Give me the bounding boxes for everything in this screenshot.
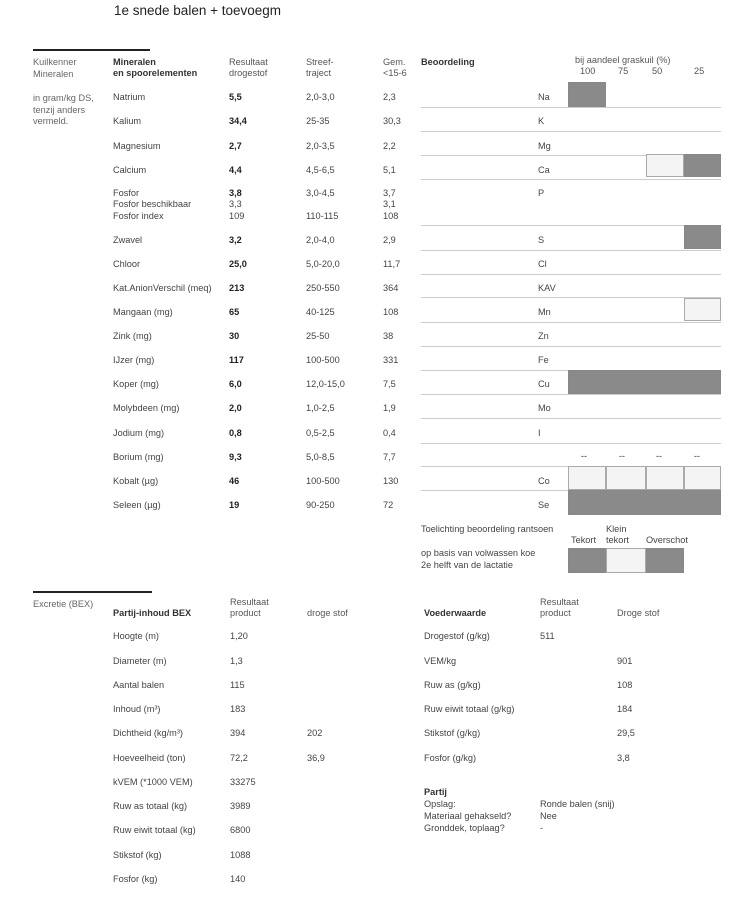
- excretion-product: 394: [230, 728, 246, 738]
- mineral-name: IJzer (mg): [113, 355, 155, 365]
- mineral-name: Kalium: [113, 116, 142, 126]
- batch-label: Opslag:: [424, 799, 456, 809]
- mineral-result: 19: [229, 500, 240, 510]
- feed-dry: 3,8: [617, 753, 630, 763]
- excretion-product: 115: [230, 680, 245, 690]
- legend-surplus: Overschot: [646, 535, 688, 545]
- mineral-name: Borium (mg): [113, 452, 164, 462]
- mineral-target: 5,0-20,0: [306, 259, 340, 269]
- excretion-product: 3989: [230, 801, 251, 811]
- mineral-name: Chloor: [113, 259, 141, 269]
- mineral-result: 9,3: [229, 452, 242, 462]
- row-divider: [421, 322, 721, 323]
- mineral-target: 2,0-3,0: [306, 92, 335, 102]
- mineral-average: 7,7: [383, 452, 396, 462]
- mineral-code: K: [538, 116, 545, 126]
- rating-cell-ca-25: [684, 154, 721, 177]
- batch-title: Partij: [424, 787, 447, 797]
- mineral-target: 2,0-3,5: [306, 141, 335, 151]
- unit-note: in gram/kg DS, tenzij anders vermeld.: [33, 93, 94, 126]
- mineral-target: 90-250: [306, 500, 335, 510]
- header-feed-product: Resultaat product: [540, 597, 579, 618]
- mineral-code: KAV: [538, 283, 556, 293]
- row-divider: [421, 250, 721, 251]
- feed-dry: 901: [617, 656, 633, 666]
- mineral-result: 46: [229, 476, 240, 486]
- mineral-name: Koper (mg): [113, 379, 159, 389]
- mineral-average: 7,5: [383, 379, 396, 389]
- mineral-name: Fosfor index: [113, 211, 164, 221]
- legend-small-shortage: Klein tekort: [606, 524, 629, 545]
- rating-cell-co-75: [606, 466, 646, 490]
- legend-swatch-surplus: [646, 548, 684, 573]
- mineral-target: 100-500: [306, 476, 340, 486]
- mineral-name: Natrium: [113, 92, 146, 102]
- rating-cell-s-25: [684, 225, 721, 249]
- share-level-50: 50: [652, 66, 663, 76]
- feed-dry: 108: [617, 680, 633, 690]
- row-divider: [421, 179, 721, 180]
- mineral-code: Mn: [538, 307, 551, 317]
- mineral-result: 213: [229, 283, 245, 293]
- excretion-product: 6800: [230, 825, 251, 835]
- mineral-average: 38: [383, 331, 394, 341]
- mineral-target: 4,5-6,5: [306, 165, 335, 175]
- row-divider: [421, 297, 721, 298]
- mineral-result: 5,5: [229, 92, 242, 102]
- mineral-code: P: [538, 188, 545, 198]
- mineral-name: Magnesium: [113, 141, 161, 151]
- excretion-product: 1088: [230, 850, 251, 860]
- rating-cell-co-50: [646, 466, 684, 490]
- mineral-average: 2,3: [383, 92, 396, 102]
- mineral-name: Zink (mg): [113, 331, 152, 341]
- mineral-average: 1,9: [383, 403, 396, 413]
- header-minerals: Mineralen en spoorelementen: [113, 57, 198, 78]
- share-level-75: 75: [618, 66, 629, 76]
- mineral-average: 3,7: [383, 188, 396, 198]
- mineral-code: Na: [538, 92, 550, 102]
- mineral-result: 3,8: [229, 188, 242, 198]
- mineral-average: 331: [383, 355, 399, 365]
- share-level-100: 100: [580, 66, 596, 76]
- mineral-result: 3,2: [229, 235, 242, 245]
- mineral-name: Kobalt (µg): [113, 476, 159, 486]
- header-average: Gem. <15-6: [383, 57, 407, 78]
- excretion-name: Stikstof (kg): [113, 850, 162, 860]
- header-batch-content: Partij-inhoud BEX: [113, 608, 192, 618]
- rating-cell-ca-50: [646, 154, 684, 177]
- excretion-name: Ruw eiwit totaal (kg): [113, 825, 196, 835]
- rating-cell-cu: [568, 370, 721, 394]
- feed-name: Stikstof (g/kg): [424, 728, 481, 738]
- feed-dry: 184: [617, 704, 633, 714]
- mineral-name: Jodium (mg): [113, 428, 165, 438]
- rating-dash: --: [694, 451, 700, 461]
- row-divider: [421, 346, 721, 347]
- mineral-code: S: [538, 235, 545, 245]
- mineral-average: 72: [383, 500, 394, 510]
- legend-swatch-small-shortage: [606, 548, 646, 573]
- share-level-25: 25: [694, 66, 705, 76]
- mineral-name: Calcium: [113, 165, 147, 175]
- row-divider: [421, 131, 721, 132]
- mineral-name: Zwavel: [113, 235, 143, 245]
- mineral-target: 0,5-2,5: [306, 428, 335, 438]
- mineral-result: 65: [229, 307, 240, 317]
- feed-name: Fosfor (g/kg): [424, 753, 477, 763]
- batch-label: Gronddek, toplaag?: [424, 823, 505, 833]
- mineral-average: 2,9: [383, 235, 396, 245]
- rating-cell-na-100: [568, 82, 606, 107]
- mineral-target: 1,0-2,5: [306, 403, 335, 413]
- mineral-name: Molybdeen (mg): [113, 403, 180, 413]
- mineral-code: Ca: [538, 165, 550, 175]
- excretion-dry: 36,9: [307, 753, 325, 763]
- mineral-average: 30,3: [383, 116, 401, 126]
- row-divider: [421, 225, 721, 226]
- mineral-target: 2,0-4,0: [306, 235, 335, 245]
- header-rating: Beoordeling: [421, 57, 475, 67]
- header-feed-value: Voederwaarde: [424, 608, 487, 618]
- mineral-result: 2,0: [229, 403, 242, 413]
- mineral-code: Cl: [538, 259, 547, 269]
- feed-dry: 29,5: [617, 728, 635, 738]
- side-label-minerals: Kuilkenner Mineralen: [33, 57, 77, 79]
- excretion-name: Inhoud (m³): [113, 704, 161, 714]
- mineral-result: 0,8: [229, 428, 242, 438]
- header-feed-dry: Droge stof: [617, 608, 660, 618]
- mineral-average: 108: [383, 211, 399, 221]
- feed-name: Ruw eiwit totaal (g/kg): [424, 704, 515, 714]
- rating-dash: --: [619, 451, 625, 461]
- mineral-target: 25-50: [306, 331, 330, 341]
- mineral-code: Mg: [538, 141, 551, 151]
- header-product: Resultaat product: [230, 597, 269, 618]
- header-result: Resultaat drogestof: [229, 57, 268, 78]
- mineral-name: Kat.AnionVerschil (meq): [113, 283, 212, 293]
- rating-cell-co-25: [684, 466, 721, 490]
- excretion-dry: 202: [307, 728, 323, 738]
- mineral-average: 11,7: [383, 259, 401, 269]
- mineral-target: 100-500: [306, 355, 340, 365]
- mineral-result: 2,7: [229, 141, 242, 151]
- rating-cell-mn-25: [684, 298, 721, 321]
- batch-value: -: [540, 823, 544, 833]
- row-divider: [421, 394, 721, 395]
- rating-cell-se: [568, 490, 721, 515]
- mineral-result: 109: [229, 211, 245, 221]
- legend-swatch-shortage: [568, 548, 606, 573]
- mineral-result: 117: [229, 355, 244, 365]
- legend-shortage: Tekort: [571, 535, 597, 545]
- row-divider: [421, 418, 721, 419]
- mineral-code: Se: [538, 500, 550, 510]
- mineral-result: 3,3: [229, 199, 242, 209]
- mineral-code: I: [538, 428, 541, 438]
- mineral-code: Mo: [538, 403, 551, 413]
- excretion-product: 1,3: [230, 656, 243, 666]
- section-rule-excretion: [33, 591, 152, 593]
- mineral-name: Mangaan (mg): [113, 307, 173, 317]
- mineral-result: 4,4: [229, 165, 242, 175]
- excretion-product: 183: [230, 704, 246, 714]
- excretion-product: 72,2: [230, 753, 248, 763]
- row-divider: [421, 107, 721, 108]
- mineral-average: 3,1: [383, 199, 396, 209]
- rating-cell-co-100: [568, 466, 606, 490]
- excretion-name: Aantal balen: [113, 680, 165, 690]
- excretion-name: Hoeveelheid (ton): [113, 753, 186, 763]
- mineral-result: 25,0: [229, 259, 247, 269]
- mineral-target: 12,0-15,0: [306, 379, 345, 389]
- mineral-code: Zn: [538, 331, 549, 341]
- page-title: 1e snede balen + toevoegm: [114, 3, 282, 18]
- excretion-name: Dichtheid (kg/m³): [113, 728, 183, 738]
- batch-label: Materiaal gehakseld?: [424, 811, 512, 821]
- feed-name: Drogestof (g/kg): [424, 631, 490, 641]
- mineral-average: 108: [383, 307, 399, 317]
- feed-product: 511: [540, 631, 555, 641]
- mineral-result: 6,0: [229, 379, 242, 389]
- excretion-product: 140: [230, 874, 246, 884]
- legend-title: Toelichting beoordeling rantsoen: [421, 524, 554, 534]
- excretion-product: 1,20: [230, 631, 248, 641]
- feed-name: VEM/kg: [424, 656, 457, 666]
- header-share-label: bij aandeel graskuil (%): [575, 55, 671, 65]
- mineral-code: Fe: [538, 355, 549, 365]
- mineral-name: Fosfor beschikbaar: [113, 199, 192, 209]
- excretion-name: kVEM (*1000 VEM): [113, 777, 193, 787]
- rating-dash: --: [581, 451, 587, 461]
- mineral-target: 250-550: [306, 283, 340, 293]
- feed-name: Ruw as (g/kg): [424, 680, 481, 690]
- legend-basis: op basis van volwassen koe 2e helft van de lactatie: [421, 548, 536, 570]
- mineral-target: 110-115: [306, 211, 339, 221]
- mineral-average: 2,2: [383, 141, 396, 151]
- mineral-result: 34,4: [229, 116, 247, 126]
- mineral-target: 25-35: [306, 116, 330, 126]
- excretion-name: Ruw as totaal (kg): [113, 801, 188, 811]
- header-target: Streef- traject: [306, 57, 334, 78]
- mineral-average: 364: [383, 283, 399, 293]
- mineral-name: Fosfor: [113, 188, 140, 198]
- mineral-target: 5,0-8,5: [306, 452, 335, 462]
- header-dry-matter: droge stof: [307, 608, 348, 618]
- mineral-average: 5,1: [383, 165, 396, 175]
- row-divider: [421, 274, 721, 275]
- batch-value: Nee: [540, 811, 557, 821]
- row-divider: [421, 443, 721, 444]
- excretion-name: Hoogte (m): [113, 631, 159, 641]
- mineral-target: 3,0-4,5: [306, 188, 335, 198]
- side-label-excretion: Excretie (BEX): [33, 599, 94, 609]
- mineral-code: Cu: [538, 379, 550, 389]
- mineral-target: 40-125: [306, 307, 335, 317]
- section-rule-minerals: [33, 49, 150, 51]
- excretion-name: Fosfor (kg): [113, 874, 158, 884]
- rating-dash: --: [656, 451, 662, 461]
- mineral-result: 30: [229, 331, 240, 341]
- mineral-average: 130: [383, 476, 399, 486]
- mineral-name: Seleen (µg): [113, 500, 161, 510]
- mineral-code: Co: [538, 476, 550, 486]
- batch-value: Ronde balen (snij): [540, 799, 615, 809]
- excretion-name: Diameter (m): [113, 656, 167, 666]
- mineral-average: 0,4: [383, 428, 396, 438]
- excretion-product: 33275: [230, 777, 256, 787]
